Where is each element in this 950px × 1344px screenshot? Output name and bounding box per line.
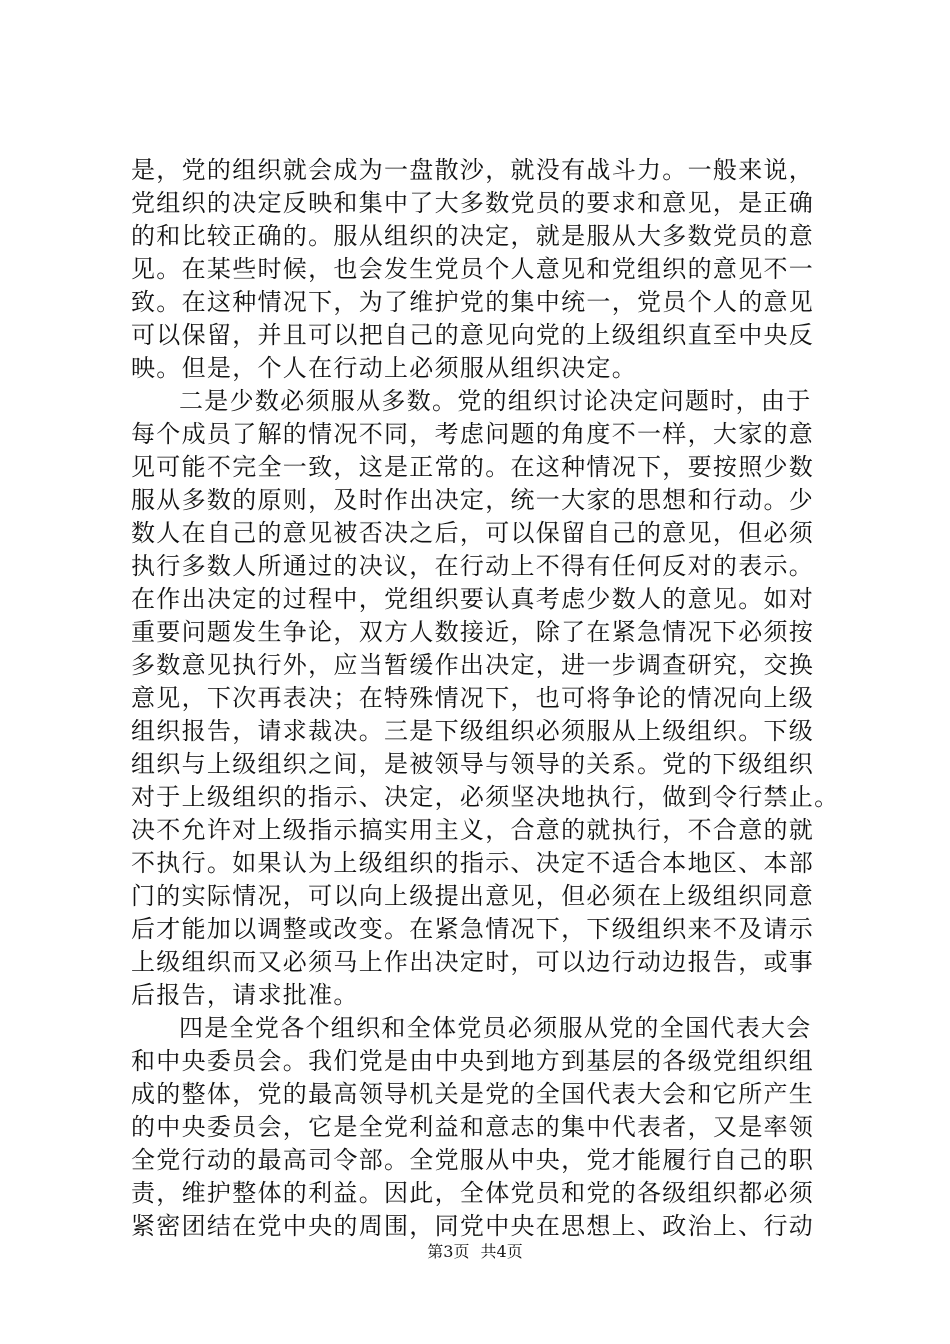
text-line: 执行多数人所通过的决议，在行动上不得有任何反对的表示。 (131, 552, 815, 580)
text-line: 组织报告，请求裁决。三是下级组织必须服从上级组织。下级 (131, 717, 815, 745)
paragraph-first-line: 二是少数必须服从多数。党的组织讨论决定问题时，由于 (179, 387, 812, 415)
text-line: 上级组织而又必须马上作出决定时，可以边行动边报告，或事 (131, 948, 815, 976)
text-line: 数人在自己的意见被否决之后，可以保留自己的意见，但必须 (131, 519, 815, 547)
text-line: 对于上级组织的指示、决定，必须坚决地执行，做到令行禁止。 (131, 783, 840, 811)
page-footer (0, 1242, 950, 1262)
page-number: 第3页 (427, 1242, 470, 1261)
text-line: 后才能加以调整或改变。在紧急情况下，下级组织来不及请示 (131, 915, 815, 943)
text-line: 不执行。如果认为上级组织的指示、决定不适合本地区、本部 (131, 849, 815, 877)
text-line: 全党行动的最高司令部。全党服从中央，党才能履行自己的职 (131, 1146, 815, 1174)
text-line: 的和比较正确的。服从组织的决定，就是服从大多数党员的意 (131, 222, 815, 250)
text-line: 在作出决定的过程中，党组织要认真考虑少数人的意见。如对 (131, 585, 815, 613)
text-line: 重要问题发生争论，双方人数接近，除了在紧急情况下必须按 (131, 618, 815, 646)
text-line: 门的实际情况，可以向上级提出意见，但必须在上级组织同意 (131, 882, 815, 910)
text-line: 责，维护整体的利益。因此，全体党员和党的各级组织都必须 (131, 1179, 815, 1207)
text-line: 多数意见执行外，应当暂缓作出决定，进一步调查研究，交换 (131, 651, 815, 679)
text-line: 决不允许对上级指示搞实用主义，合意的就执行，不合意的就 (131, 816, 815, 844)
text-line: 致。在这种情况下，为了维护党的集中统一，党员个人的意见 (131, 288, 815, 316)
text-line: 见。在某些时候，也会发生党员个人意见和党组织的意见不一 (131, 255, 815, 283)
text-line: 见可能不完全一致，这是正常的。在这种情况下，要按照少数 (131, 453, 815, 481)
text-line: 映。但是，个人在行动上必须服从组织决定。 (131, 354, 637, 382)
text-line: 意见，下次再表决；在特殊情况下，也可将争论的情况向上级 (131, 684, 815, 712)
text-line: 组织与上级组织之间，是被领导与领导的关系。党的下级组织 (131, 750, 815, 778)
document-body (131, 154, 840, 1243)
text-line: 每个成员了解的情况不同，考虑问题的角度不一样，大家的意 (131, 420, 815, 448)
text-line: 和中央委员会。我们党是由中央到地方到基层的各级党组织组 (131, 1047, 815, 1075)
text-line: 可以保留，并且可以把自己的意见向党的上级组织直至中央反 (131, 321, 815, 349)
text-line: 成的整体，党的最高领导机关是党的全国代表大会和它所产生 (131, 1080, 815, 1108)
text-line: 是，党的组织就会成为一盘散沙，就没有战斗力。一般来说， (131, 156, 815, 184)
paragraph-first-line: 四是全党各个组织和全体党员必须服从党的全国代表大会 (179, 1014, 812, 1042)
text-line: 服从多数的原则，及时作出决定，统一大家的思想和行动。少 (131, 486, 815, 514)
text-line: 后报告，请求批准。 (131, 981, 359, 1009)
text-line: 党组织的决定反映和集中了大多数党员的要求和意见，是正确 (131, 189, 815, 217)
page-total: 共4页 (480, 1242, 523, 1261)
text-line: 的中央委员会，它是全党利益和意志的集中代表者，又是率领 (131, 1113, 815, 1141)
text-line: 紧密团结在党中央的周围，同党中央在思想上、政治上、行动 (131, 1212, 815, 1240)
